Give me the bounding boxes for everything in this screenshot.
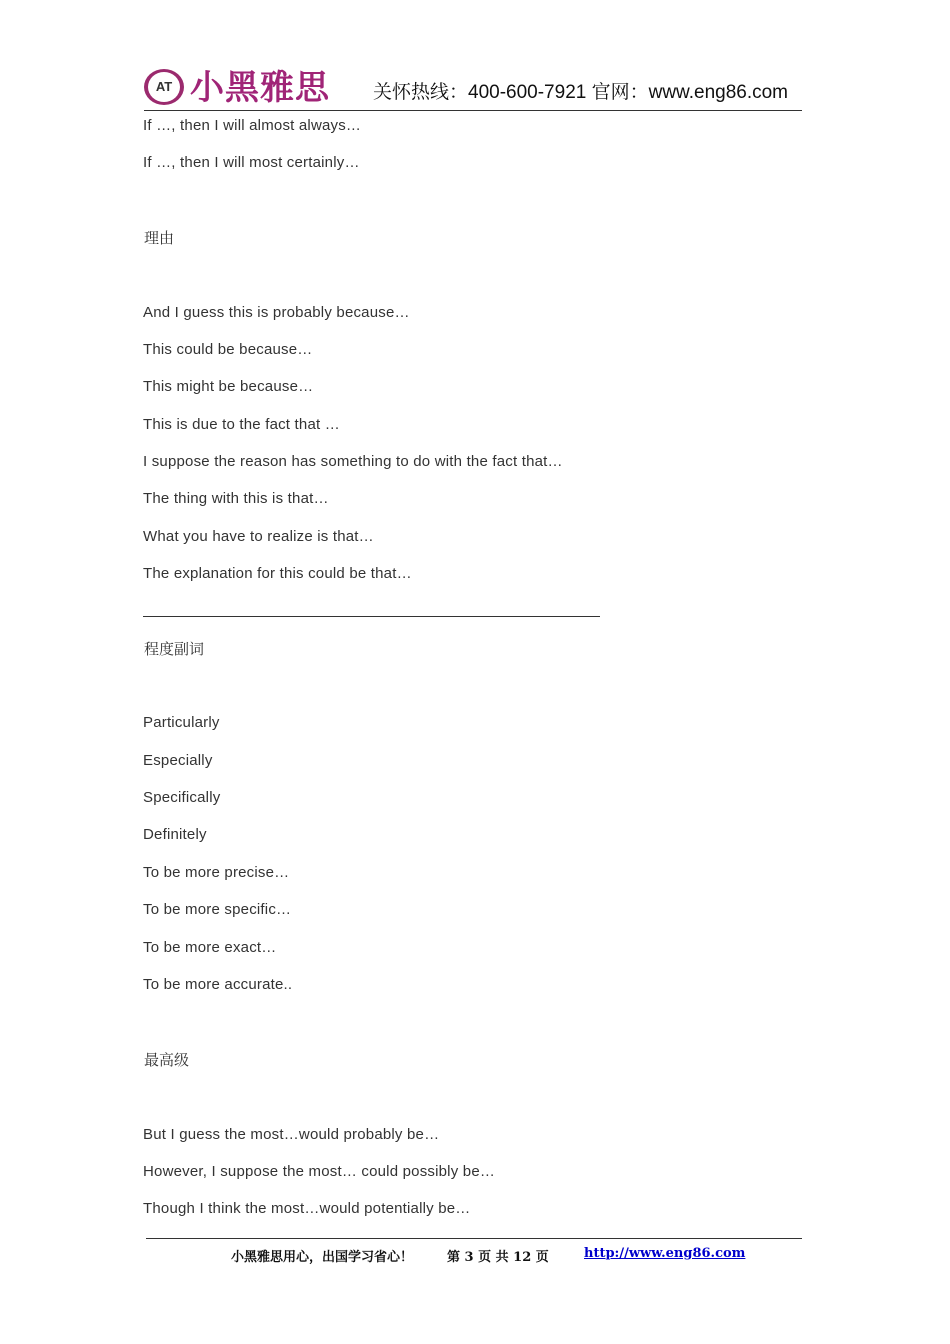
section-heading-degree-adverbs: 程度副词	[144, 640, 205, 658]
section-divider	[143, 616, 600, 617]
logo-badge-text: AT	[155, 79, 173, 94]
section-heading-superlative: 最高级	[144, 1051, 190, 1069]
section-heading-reason: 理由	[144, 229, 175, 247]
footer-link[interactable]: http://www.eng86.com	[584, 1246, 746, 1261]
logo-icon	[144, 69, 184, 105]
text-line: If …, then I will almost always…	[143, 117, 362, 134]
adverb-line: To be more precise…	[143, 864, 290, 881]
hotline-text: 关怀热线：400-600-7921 官网：www.eng86.com	[373, 82, 789, 103]
footer-page-info: 第 3 页 共 12 页	[447, 1250, 549, 1265]
reason-line: This might be because…	[143, 378, 314, 395]
adverb-line: Particularly	[143, 714, 220, 731]
adverb-line: To be more exact…	[143, 939, 277, 956]
adverb-line: Definitely	[143, 826, 207, 843]
page-header	[144, 66, 802, 111]
reason-line: I suppose the reason has something to do with the fact that…	[143, 453, 563, 470]
superlative-line: But I guess the most…would probably be…	[143, 1126, 440, 1143]
reason-line: This could be because…	[143, 341, 313, 358]
footer-slogan: 小黑雅思用心，出国学习省心！	[231, 1250, 414, 1265]
reason-line: The explanation for this could be that…	[143, 565, 412, 582]
adverb-line: Specifically	[143, 789, 221, 806]
logo-text: 小黑雅思	[190, 69, 330, 107]
reason-line: The thing with this is that…	[143, 490, 329, 507]
footer-rule	[146, 1238, 802, 1239]
text-line: If …, then I will most certainly…	[143, 154, 360, 171]
adverb-line: To be more accurate..	[143, 976, 293, 993]
superlative-line: However, I suppose the most… could possibly be…	[143, 1163, 496, 1180]
page-footer	[0, 1246, 950, 1268]
reason-line: This is due to the fact that …	[143, 416, 340, 433]
reason-line: What you have to realize is that…	[143, 528, 374, 545]
adverb-line: To be more specific…	[143, 901, 292, 918]
superlative-line: Though I think the most…would potentially be…	[143, 1200, 471, 1217]
adverb-line: Especially	[143, 752, 213, 769]
reason-line: And I guess this is probably because…	[143, 304, 410, 321]
